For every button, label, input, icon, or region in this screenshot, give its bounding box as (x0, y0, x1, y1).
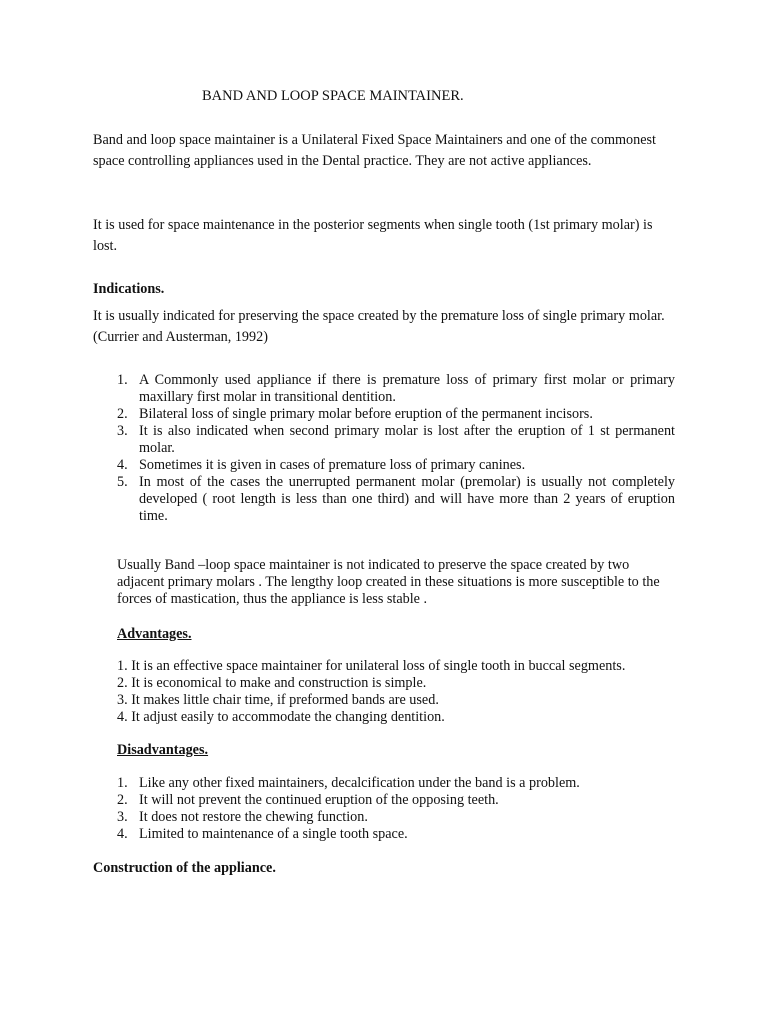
list-item: 5. In most of the cases the unerrupted permanent molar (premolar) is usually not completely developed ( root length is less than one third) and will have more than 2 years of eruption time. (117, 474, 675, 524)
list-item: 3. It does not restore the chewing function. (117, 809, 368, 825)
list-item: 4. Limited to maintenance of a single tooth space. (117, 826, 408, 842)
contraindication-paragraph: Usually Band –loop space maintainer is not indicated to preserve the space created by two adjacent primary molars . The lengthy loop created in these situations is more susceptible to the forces of mastication, thus the appliance is less stable . (117, 557, 660, 607)
list-item: 2. It will not prevent the continued eruption of the opposing teeth. (117, 792, 499, 808)
indications-list (117, 372, 675, 525)
indications-heading: Indications. (93, 281, 165, 297)
disadvantages-heading: Disadvantages. (117, 742, 209, 758)
disadvantages-list (117, 775, 677, 843)
list-item: 4. Sometimes it is given in cases of premature loss of primary canines. (117, 457, 526, 473)
intro-paragraph: Band and loop space maintainer is a Unilateral Fixed Space Maintainers and one of the commonest space controlling appliances used in the Dental practice. They are not active appliances. (93, 132, 656, 169)
indications-paragraph: It is usually indicated for preserving the space created by the premature loss of single primary molar. (Currier and Austerman, 1992) (93, 308, 665, 345)
document-title: BAND AND LOOP SPACE MAINTAINER. (202, 88, 464, 104)
advantages-heading: Advantages. (117, 626, 192, 642)
list-item: 1. A Commonly used appliance if there is premature loss of primary first molar or primary maxillary first molar in transitional dentition. (117, 372, 675, 405)
construction-heading: Construction of the appliance. (93, 860, 276, 876)
list-item: 2. Bilateral loss of single primary molar before eruption of the permanent incisors. (117, 406, 593, 422)
list-item: 3. It makes little chair time, if preformed bands are used. (117, 692, 439, 708)
list-item: 2. It is economical to make and construction is simple. (117, 675, 427, 691)
usage-paragraph: It is used for space maintenance in the posterior segments when single tooth (1st primary molar) is lost. (93, 217, 653, 254)
advantages-list (117, 658, 625, 726)
list-item: 1. It is an effective space maintainer for unilateral loss of single tooth in buccal segments. (117, 658, 626, 674)
list-item: 1. Like any other fixed maintainers, decalcification under the band is a problem. (117, 775, 580, 791)
list-item: 3. It is also indicated when second primary molar is lost after the eruption of 1 st permanent molar. (117, 423, 675, 456)
list-item: 4. It adjust easily to accommodate the changing dentition. (117, 709, 445, 725)
